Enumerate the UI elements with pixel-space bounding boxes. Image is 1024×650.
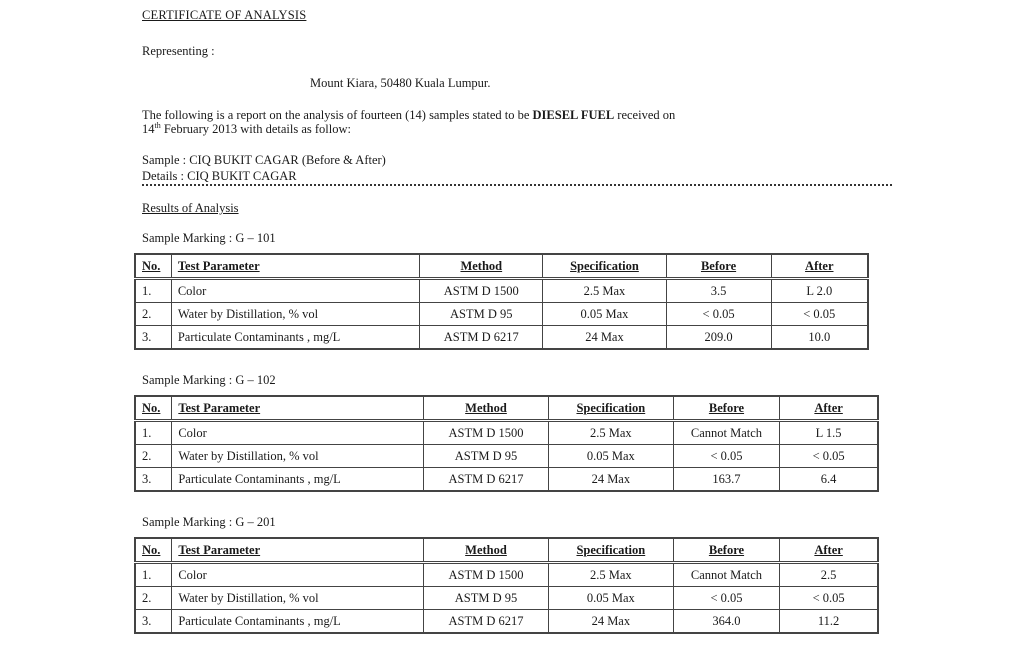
col-header-no: No. (135, 396, 172, 421)
table-row (135, 468, 878, 492)
intro-line-1 (142, 108, 675, 123)
cell-no: 2. (135, 587, 172, 610)
cell-after: < 0.05 (780, 445, 878, 468)
cell-spec: 0.05 Max (543, 303, 666, 326)
cell-before: < 0.05 (673, 587, 779, 610)
intro-line-2 (142, 122, 351, 137)
col-header-before: Before (666, 254, 771, 279)
intro-product: DIESEL FUEL (532, 108, 615, 122)
col-header-after: After (780, 538, 878, 563)
col-header-after: After (780, 396, 878, 421)
cell-no: 1. (135, 563, 172, 587)
table-header-row (135, 254, 868, 279)
cell-param: Particulate Contaminants , mg/L (172, 610, 424, 634)
table-row (135, 303, 868, 326)
cell-method: ASTM D 95 (424, 587, 549, 610)
cell-method: ASTM D 1500 (424, 421, 549, 445)
col-header-param: Test Parameter (171, 254, 419, 279)
intro-day: 14 (142, 122, 155, 136)
cell-no: 1. (135, 421, 172, 445)
table-row (135, 279, 868, 303)
intro-text-pre: The following is a report on the analysis of fourteen (14) samples stated to be (142, 108, 533, 122)
cell-after: 6.4 (780, 468, 878, 492)
col-header-after: After (771, 254, 868, 279)
cell-spec: 0.05 Max (548, 587, 673, 610)
cell-after: < 0.05 (771, 303, 868, 326)
results-heading: Results of Analysis (142, 201, 239, 215)
cell-after: 10.0 (771, 326, 868, 350)
cell-method: ASTM D 6217 (424, 610, 549, 634)
cell-spec: 2.5 Max (548, 421, 673, 445)
cell-spec: 24 Max (543, 326, 666, 350)
cell-before: < 0.05 (673, 445, 779, 468)
sample-marking-label: Sample Marking : G – 201 (142, 515, 276, 529)
col-header-param: Test Parameter (172, 538, 424, 563)
cell-method: ASTM D 95 (424, 445, 549, 468)
cell-param: Color (172, 563, 424, 587)
col-header-method: Method (424, 538, 549, 563)
intro-date-rest: February 2013 with details as follow: (160, 122, 351, 136)
cell-param: Particulate Contaminants , mg/L (172, 468, 424, 492)
representing-label: Representing : (142, 44, 215, 58)
cell-after: L 1.5 (780, 421, 878, 445)
cell-spec: 0.05 Max (548, 445, 673, 468)
cell-method: ASTM D 1500 (420, 279, 543, 303)
col-header-spec: Specification (548, 538, 673, 563)
cell-after: 11.2 (780, 610, 878, 634)
cell-method: ASTM D 6217 (424, 468, 549, 492)
cell-no: 3. (135, 326, 171, 350)
sample-marking-label: Sample Marking : G – 102 (142, 373, 276, 387)
table-row (135, 326, 868, 350)
cell-before: 3.5 (666, 279, 771, 303)
cell-after: 2.5 (780, 563, 878, 587)
col-header-param: Test Parameter (172, 396, 424, 421)
cell-param: Particulate Contaminants , mg/L (171, 326, 419, 350)
cell-after: L 2.0 (771, 279, 868, 303)
sample-marking-label: Sample Marking : G – 101 (142, 231, 276, 245)
cell-no: 1. (135, 279, 171, 303)
intro-day-suffix: th (154, 120, 161, 130)
cell-no: 2. (135, 445, 172, 468)
table-header-row (135, 396, 878, 421)
table-header-row (135, 538, 878, 563)
results-table (134, 253, 869, 350)
col-header-spec: Specification (543, 254, 666, 279)
table-row (135, 563, 878, 587)
cell-before: 364.0 (673, 610, 779, 634)
cell-no: 3. (135, 610, 172, 634)
table-row (135, 445, 878, 468)
client-address: Mount Kiara, 50480 Kuala Lumpur. (310, 76, 491, 90)
intro-text-post: received on (614, 108, 676, 122)
cell-spec: 2.5 Max (548, 563, 673, 587)
cell-param: Water by Distillation, % vol (171, 303, 419, 326)
col-header-method: Method (424, 396, 549, 421)
col-header-no: No. (135, 254, 171, 279)
col-header-before: Before (673, 396, 779, 421)
cell-spec: 2.5 Max (543, 279, 666, 303)
document-title: CERTIFICATE OF ANALYSIS (142, 8, 307, 22)
cell-spec: 24 Max (548, 610, 673, 634)
results-table (134, 395, 879, 492)
cell-after: < 0.05 (780, 587, 878, 610)
details-description: Details : CIQ BUKIT CAGAR (142, 169, 297, 183)
cell-param: Water by Distillation, % vol (172, 445, 424, 468)
cell-before: 163.7 (673, 468, 779, 492)
cell-param: Water by Distillation, % vol (172, 587, 424, 610)
cell-method: ASTM D 1500 (424, 563, 549, 587)
results-table (134, 537, 879, 634)
col-header-spec: Specification (548, 396, 673, 421)
cell-before: 209.0 (666, 326, 771, 350)
table-row (135, 421, 878, 445)
cell-before: Cannot Match (673, 421, 779, 445)
cell-param: Color (172, 421, 424, 445)
cell-method: ASTM D 6217 (420, 326, 543, 350)
table-row (135, 610, 878, 634)
col-header-no: No. (135, 538, 172, 563)
col-header-method: Method (420, 254, 543, 279)
col-header-before: Before (673, 538, 779, 563)
cell-no: 3. (135, 468, 172, 492)
cell-param: Color (171, 279, 419, 303)
cell-before: Cannot Match (673, 563, 779, 587)
cell-no: 2. (135, 303, 171, 326)
cell-before: < 0.05 (666, 303, 771, 326)
cell-spec: 24 Max (548, 468, 673, 492)
dotted-divider (142, 184, 892, 186)
cell-method: ASTM D 95 (420, 303, 543, 326)
sample-description: Sample : CIQ BUKIT CAGAR (Before & After) (142, 153, 386, 167)
table-row (135, 587, 878, 610)
